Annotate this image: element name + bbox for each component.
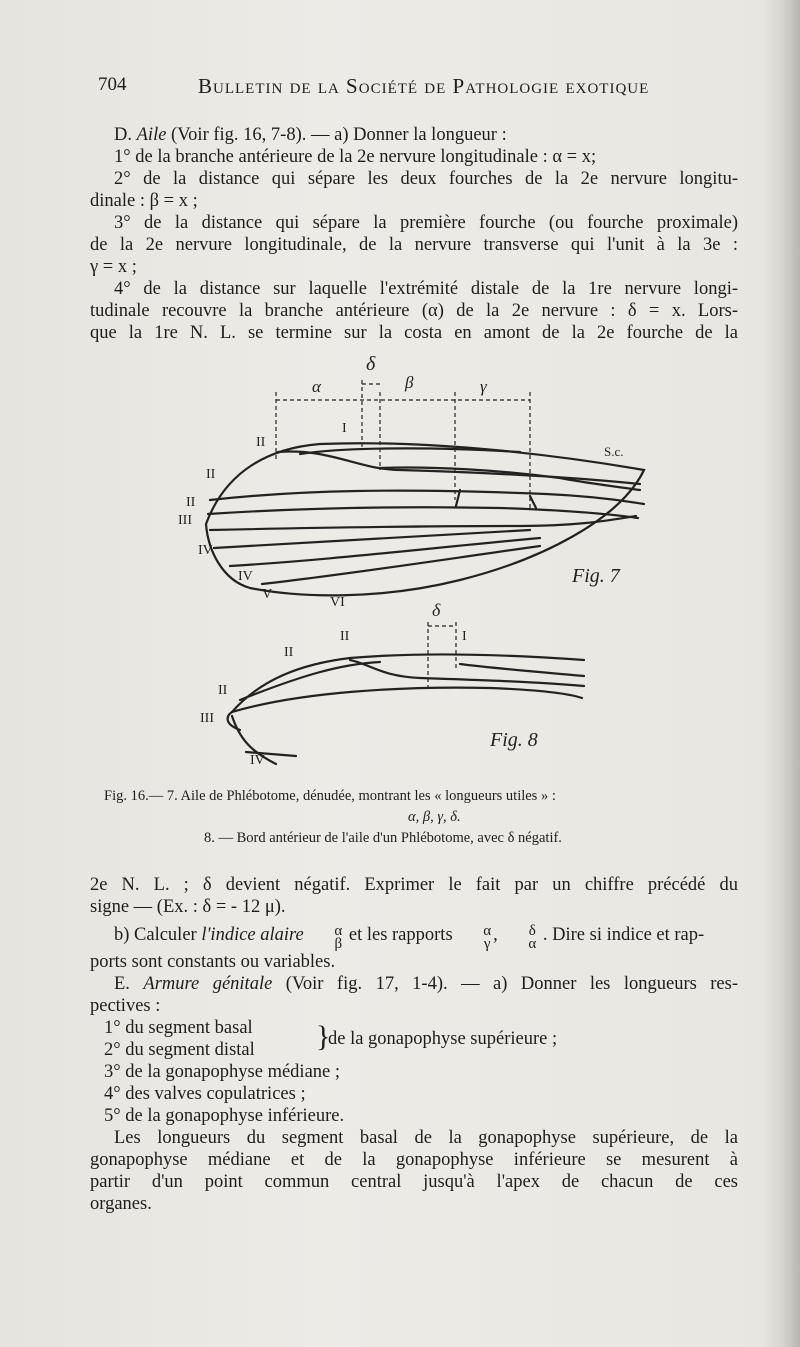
item-3c: γ = x ; bbox=[90, 257, 137, 277]
section-d-title: Aile bbox=[136, 125, 167, 145]
para-d: organes. bbox=[90, 1194, 152, 1214]
page-number: 704 bbox=[98, 74, 127, 95]
body2-line-4: ports sont constants ou variables. bbox=[90, 952, 336, 972]
item-4a: 4° de la distance sur laquelle l'extrémité distale de la 1re nervure longi- bbox=[114, 279, 738, 299]
para-b: gonapophyse médiane et de la gonapophyse inférieure se mesurent à bbox=[90, 1150, 738, 1170]
section-e-label: E. bbox=[114, 974, 130, 994]
body2-line-2: signe — (Ex. : δ = - 12 μ). bbox=[90, 897, 286, 917]
section-d-label: D. bbox=[114, 125, 132, 145]
brace: } bbox=[316, 1020, 331, 1053]
label-gamma: γ bbox=[480, 377, 487, 396]
fig8-vein-I: I bbox=[462, 629, 467, 644]
item-1: 1° de la branche antérieure de la 2e nervure longitudinale : α = x; bbox=[114, 147, 597, 167]
b-pre: b) Calculer bbox=[114, 925, 197, 945]
vein-II-b: II bbox=[206, 467, 216, 482]
body2-line-1: 2e N. L. ; δ devient négatif. Exprimer le fait par un chiffre précédé du bbox=[90, 875, 738, 895]
item-3b: de la 2e nervure longitudinale, de la nervure transverse qui l'unit à la 3e : bbox=[90, 235, 738, 255]
vein-IV-a: IV bbox=[198, 543, 213, 558]
fig8-vein-IV: IV bbox=[250, 753, 265, 768]
fig8-labels bbox=[200, 600, 538, 768]
seg-5: 5° de la gonapophyse inférieure. bbox=[104, 1106, 345, 1126]
journal-title: Bulletin de la Société de Pathologie exotique bbox=[198, 74, 650, 98]
section-e-ref: (Voir fig. 17, 1-4). — a) Donner les longueurs res- bbox=[285, 974, 739, 994]
seg-2: 2° du segment distal bbox=[104, 1040, 255, 1060]
fraction-alpha-beta bbox=[310, 925, 342, 951]
frac-den: β bbox=[334, 936, 343, 952]
figure-caption bbox=[90, 786, 738, 849]
vein-II-a: II bbox=[256, 435, 266, 450]
vein-V: V bbox=[262, 587, 273, 602]
section-e-ref-2: pectives : bbox=[90, 996, 161, 1016]
fig8-vein-III: III bbox=[200, 711, 214, 726]
fig7-labels bbox=[178, 353, 624, 610]
item-2b: dinale : β = x ; bbox=[90, 191, 198, 211]
caption-line-1: Fig. 16.— 7. Aile de Phlébotome, dénudée, montrant les « longueurs utiles » : bbox=[104, 788, 556, 804]
frac-num: α bbox=[483, 923, 492, 939]
section-e-title: Armure génitale bbox=[143, 974, 273, 994]
label-alpha: α bbox=[312, 377, 321, 396]
section-e-line bbox=[90, 973, 738, 995]
caption-line-3: 8. — Bord antérieur de l'aile d'un Phlébotome, avec δ négatif. bbox=[204, 830, 562, 846]
vein-I: I bbox=[342, 421, 347, 436]
para-a: Les longueurs du segment basal de la gonapophyse supérieure, de la bbox=[114, 1128, 738, 1148]
fig8-delta: δ bbox=[432, 600, 441, 620]
seg-4: 4° des valves copulatrices ; bbox=[104, 1084, 306, 1104]
frac-num: δ bbox=[528, 923, 536, 939]
vein-II-c: II bbox=[186, 495, 196, 510]
frac-den: γ bbox=[483, 936, 491, 952]
seg-common: de la gonapophyse supérieure ; bbox=[328, 1029, 558, 1049]
fraction-alpha-gamma bbox=[459, 925, 491, 951]
para-c: partir d'un point commun central jusqu'à l'apex de chacun de ces bbox=[90, 1172, 738, 1192]
label-delta: δ bbox=[366, 353, 376, 375]
seg-1: 1° du segment basal bbox=[104, 1018, 253, 1038]
item-2a: 2° de la distance qui sépare les deux fourches de la 2e nervure longitu- bbox=[114, 169, 738, 189]
fraction-delta-alpha bbox=[504, 925, 536, 951]
item-4c: que la 1re N. L. se termine sur la costa en amont de la 2e fourche de la bbox=[90, 323, 738, 343]
seg-3: 3° de la gonapophyse médiane ; bbox=[104, 1062, 341, 1082]
item-3a: 3° de la distance qui sépare la première fourche (ou fourche proximale) bbox=[114, 213, 738, 233]
fig8-vein-II-a: II bbox=[284, 645, 294, 660]
section-d-ref: (Voir fig. 16, 7-8). — a) Donner la longueur : bbox=[171, 125, 507, 145]
segment-group bbox=[90, 1017, 738, 1061]
fig8-label: Fig. 8 bbox=[490, 729, 538, 751]
fig8-vein-II-b: II bbox=[218, 683, 228, 698]
item-4b: tudinale recouvre la branche antérieure (α) de la 2e nervure : δ = x. Lors- bbox=[90, 301, 738, 321]
frac-num: α bbox=[334, 923, 343, 939]
fig7-label: Fig. 7 bbox=[572, 565, 620, 587]
vein-VI: VI bbox=[330, 595, 345, 610]
b-post: . Dire si indice et rap- bbox=[542, 925, 705, 945]
label-beta: β bbox=[405, 373, 414, 392]
frac-den: α bbox=[528, 936, 537, 952]
b-mid: et les rapports bbox=[348, 925, 453, 945]
body2-line-3: b) Calculer l'indice alaire α β et les rapports α γ , δ α . Dire si indice et rap- bbox=[114, 923, 705, 952]
caption-line-2: α, β, γ, δ. bbox=[408, 809, 461, 825]
vein-IV-b: IV bbox=[238, 569, 253, 584]
b-italic: l'indice alaire bbox=[201, 925, 304, 945]
body-text-2 bbox=[90, 874, 738, 1215]
fig8-vein-II-top: II bbox=[340, 629, 350, 644]
vein-III: III bbox=[178, 513, 192, 528]
label-sc: S.c. bbox=[604, 444, 624, 459]
